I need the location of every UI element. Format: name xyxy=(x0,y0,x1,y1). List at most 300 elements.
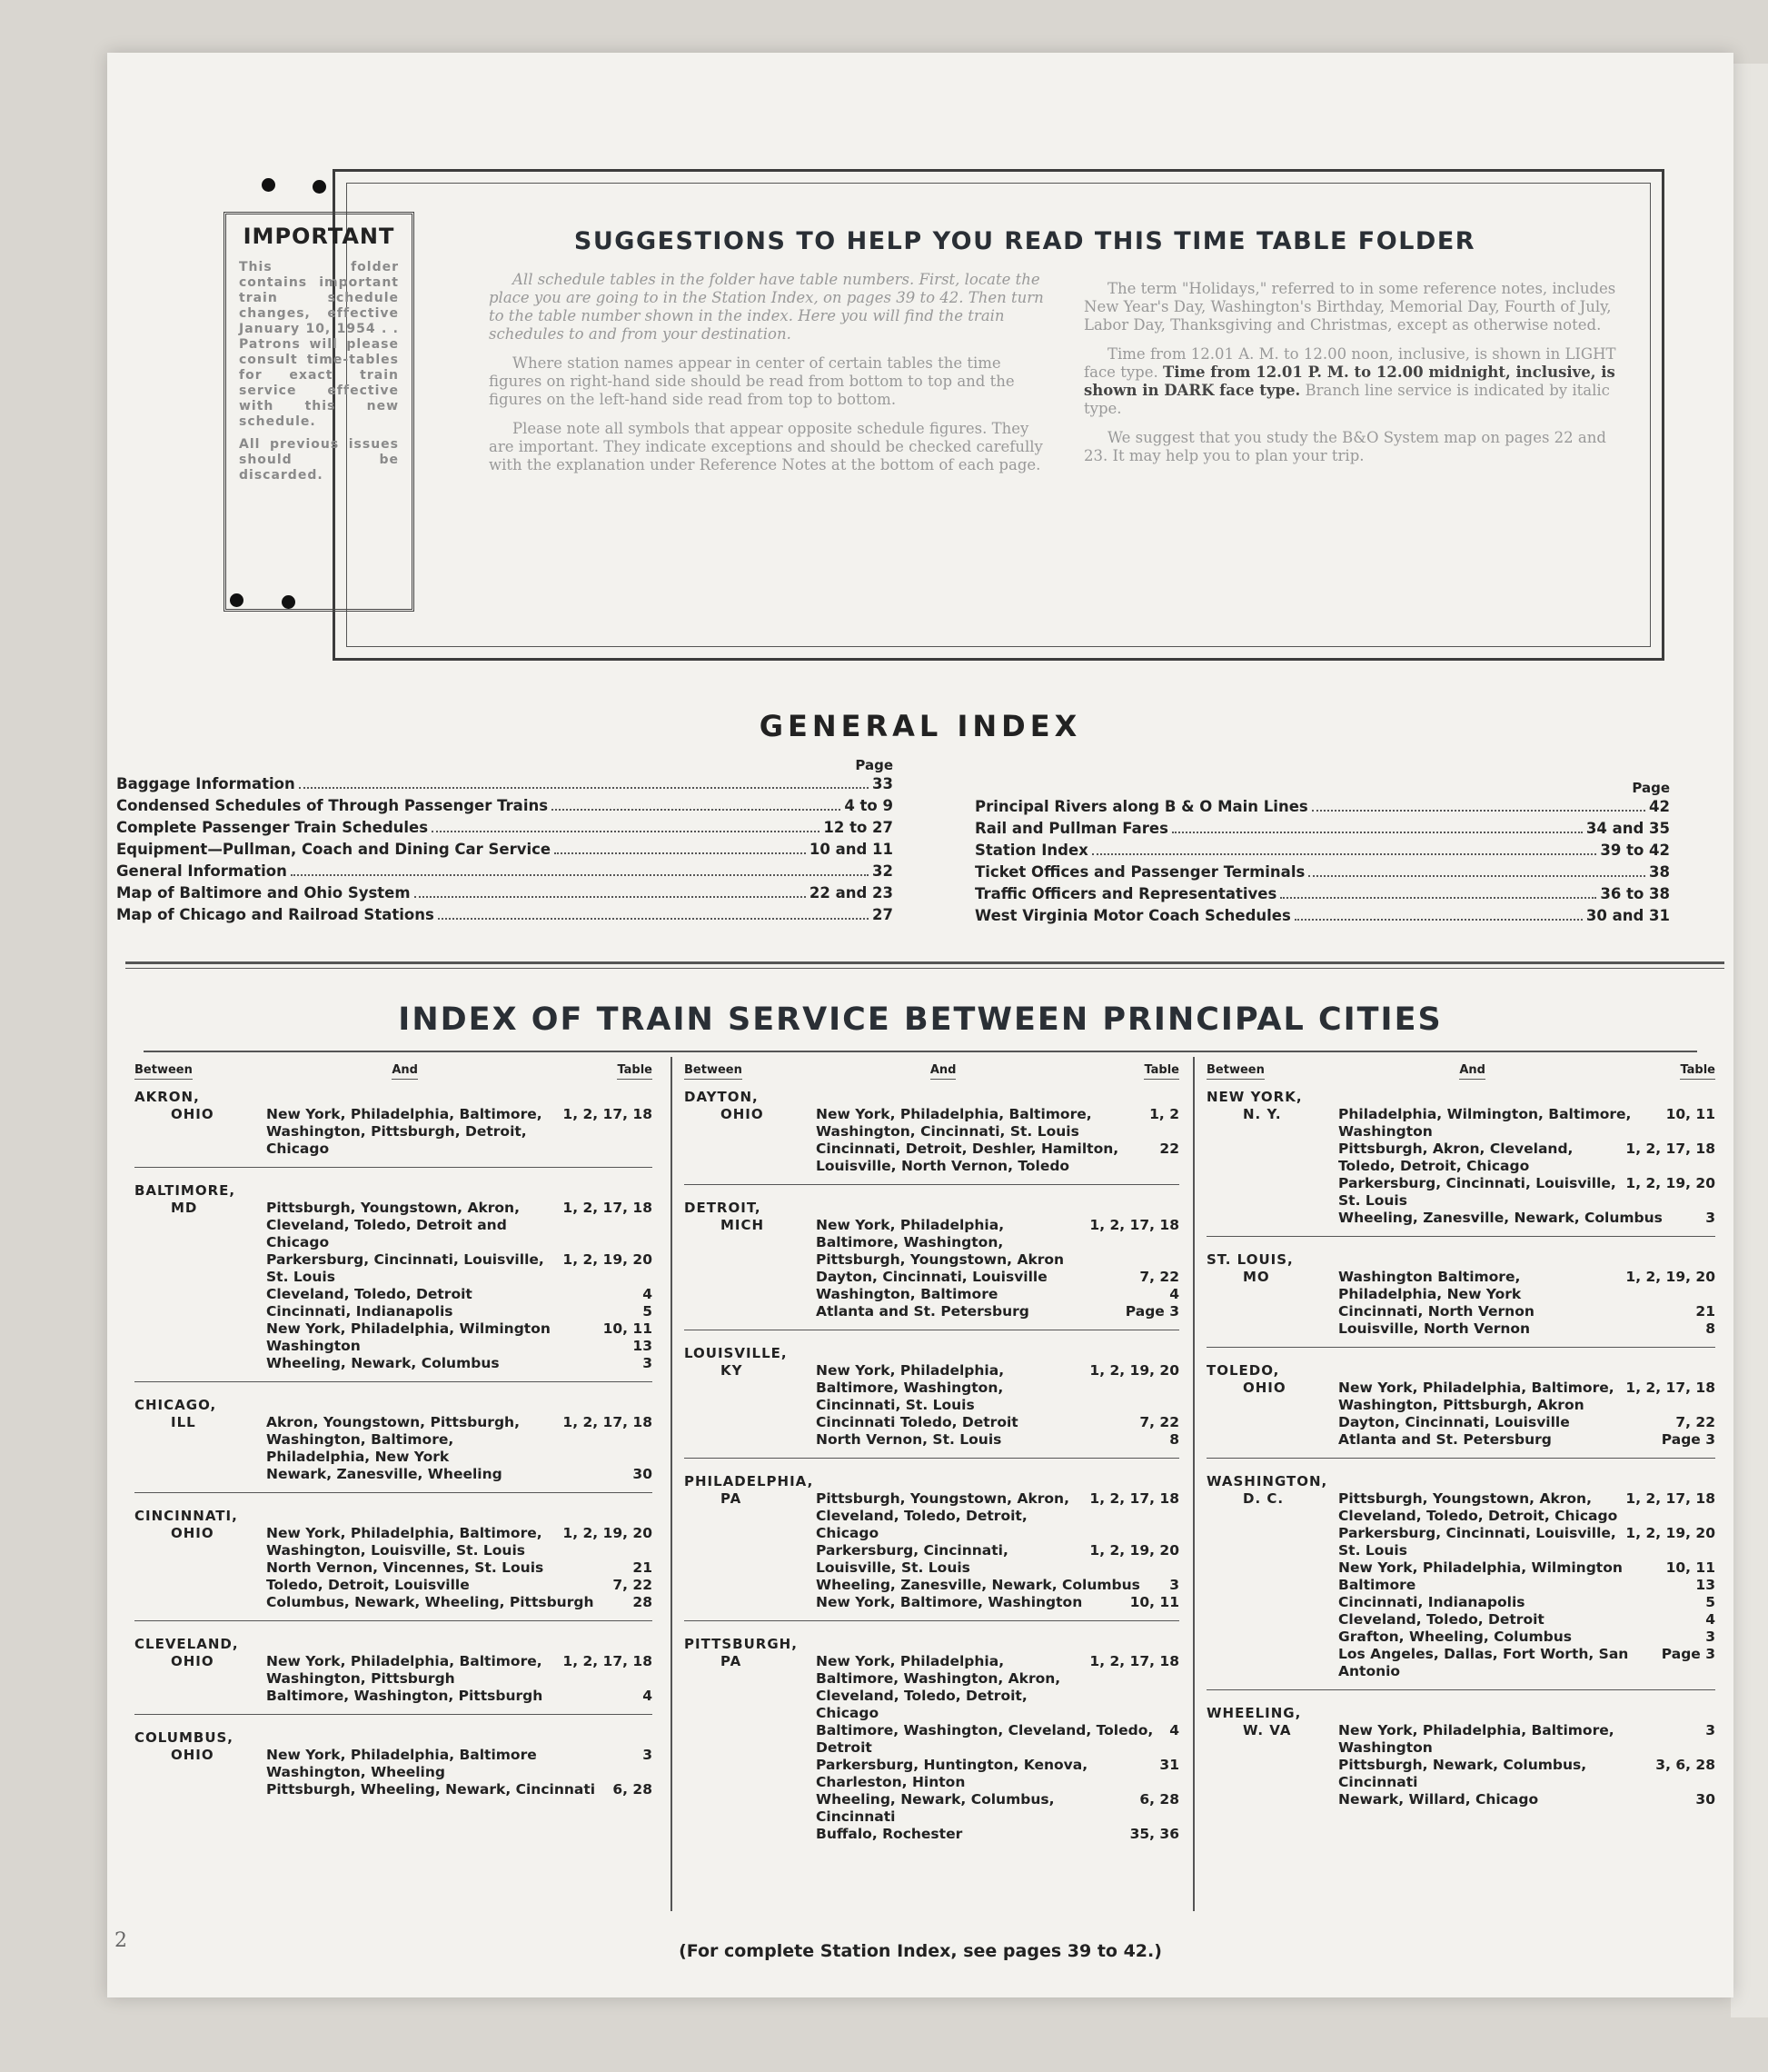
entry-label: Traffic Officers and Representatives xyxy=(975,885,1277,902)
table-number: 5 xyxy=(1705,1594,1715,1610)
destination-row xyxy=(684,1303,1179,1320)
entry-label: Station Index xyxy=(975,842,1088,859)
destination-row xyxy=(1207,1611,1715,1629)
destination-cities: North Vernon, St. Louis xyxy=(816,1431,1002,1448)
table-number: 13 xyxy=(632,1338,652,1354)
general-index-entry xyxy=(975,842,1670,863)
destination-row xyxy=(134,1355,652,1372)
table-number: 3 xyxy=(1705,1722,1715,1738)
general-index-entry xyxy=(116,906,893,928)
destination-cities: Cincinnati, Indianapolis xyxy=(1338,1594,1525,1610)
entry-page: 36 to 38 xyxy=(1600,885,1670,902)
important-text: This folder contains important train schedule changes, effective January 10, 1954 . . Patrons will please consult time-tables for exact train service effective with this new schedule. xyxy=(239,260,399,429)
city-name: BALTIMORE, xyxy=(134,1182,236,1199)
table-number: 1, 2, 19, 20 xyxy=(1625,1525,1715,1541)
city-state: MD xyxy=(171,1200,198,1216)
city-state: OHIO xyxy=(171,1106,214,1122)
destination-row xyxy=(1207,1646,1715,1680)
suggestions-left-column xyxy=(489,271,1048,485)
general-index-entry xyxy=(116,775,893,797)
destination-cities: Wheeling, Newark, Columbus, Cincinnati xyxy=(816,1791,1055,1825)
city-state: D. C. xyxy=(1243,1490,1285,1507)
table-number: 28 xyxy=(632,1594,652,1610)
city-state: KY xyxy=(720,1362,743,1379)
destination-row xyxy=(1207,1594,1715,1611)
destination-cities: New York, Philadelphia, Baltimore, Washington, Pittsburgh, Detroit, Chicago xyxy=(266,1106,542,1157)
dot-leader xyxy=(291,874,869,876)
destination-row xyxy=(134,1466,652,1483)
suggestion-paragraph: The term "Holidays," referred to in some reference notes, includes New Year's Day, Washington's Birthday, Memorial Day, Fourth of July, Labor Day, Thanksgiving and Christmas, except as otherwise noted. xyxy=(1084,280,1616,334)
general-index-entry xyxy=(116,819,893,841)
table-number: 4 xyxy=(642,1688,652,1704)
dot-leader xyxy=(1308,875,1645,877)
folder-edge xyxy=(1731,64,1768,2017)
destination-row xyxy=(684,1577,1179,1594)
destination-row xyxy=(684,1414,1179,1431)
table-number: 31 xyxy=(1159,1757,1179,1773)
destination-row xyxy=(134,1577,652,1594)
destination-cities: Pittsburgh, Akron, Cleveland, Toledo, Detroit, Chicago xyxy=(1338,1141,1574,1174)
destination-row xyxy=(1207,1577,1715,1594)
table-number: 3 xyxy=(1705,1629,1715,1645)
city-name: LOUISVILLE, xyxy=(684,1345,788,1361)
dark-type-note: Time from 12.01 P. M. to 12.00 midnight, inclusive, is shown in DARK face type. xyxy=(1084,364,1615,399)
city-name: ST. LOUIS, xyxy=(1207,1251,1294,1268)
destination-cities: Cincinnati, Indianapolis xyxy=(266,1303,453,1320)
table-number: 21 xyxy=(1695,1303,1715,1320)
city-entry xyxy=(1207,1248,1715,1348)
entry-page: 34 and 35 xyxy=(1585,820,1670,837)
entry-page: 38 xyxy=(1649,863,1670,881)
destination-row xyxy=(1207,1414,1715,1431)
dot-leader xyxy=(1312,810,1645,812)
city-name: PITTSBURGH, xyxy=(684,1636,798,1652)
destination-cities: Cincinnati Toledo, Detroit xyxy=(816,1414,1018,1430)
italic-type-note: Branch line service is indicated by italic type. xyxy=(1084,382,1610,417)
entry-label: Map of Chicago and Railroad Stations xyxy=(116,906,434,923)
table-number: 3 xyxy=(1169,1577,1179,1593)
table-number: 4 xyxy=(642,1286,652,1302)
destination-cities: New York, Philadelphia, Baltimore Washington, Wheeling xyxy=(266,1747,537,1780)
destination-cities: Baltimore, Washington, Pittsburgh xyxy=(266,1688,543,1704)
dot-leader xyxy=(1172,832,1583,833)
table-number: Page 3 xyxy=(1125,1303,1179,1320)
destination-row xyxy=(134,1286,652,1303)
general-index-entry xyxy=(975,820,1670,842)
section-divider xyxy=(144,1051,1697,1052)
general-index-entry xyxy=(116,841,893,862)
city-entry xyxy=(134,1179,652,1382)
table-number: 1, 2 xyxy=(1149,1106,1179,1122)
destination-cities: New York, Philadelphia, Baltimore, Washington xyxy=(1338,1722,1614,1756)
destination-row xyxy=(684,1594,1179,1611)
column-divider xyxy=(1193,1057,1195,1911)
section-divider xyxy=(125,968,1724,969)
station-index-note: (For complete Station Index, see pages 39 to 42.) xyxy=(679,1941,1162,1961)
column-headers xyxy=(684,1061,1179,1080)
destination-cities: Cincinnati, North Vernon xyxy=(1338,1303,1535,1320)
entry-page: 10 and 11 xyxy=(809,841,893,858)
destination-row xyxy=(1207,1525,1715,1559)
dot-leader xyxy=(1295,919,1583,921)
table-number: 1, 2, 19, 20 xyxy=(1089,1362,1179,1379)
destination-cities: Akron, Youngstown, Pittsburgh, Washington, Baltimore, Philadelphia, New York xyxy=(266,1414,520,1465)
table-number: 22 xyxy=(1159,1141,1179,1157)
city-state: OHIO xyxy=(720,1106,764,1122)
city-entry xyxy=(684,1196,1179,1330)
table-number: 10, 11 xyxy=(1129,1594,1179,1610)
section-divider xyxy=(125,961,1724,964)
destination-list xyxy=(684,1362,1179,1449)
city-state: N. Y. xyxy=(1243,1106,1282,1122)
destination-cities: Pittsburgh, Youngstown, Akron, Cleveland, Toledo, Detroit, Chicago xyxy=(1338,1490,1618,1524)
table-number: 1, 2, 17, 18 xyxy=(1625,1141,1715,1157)
destination-row xyxy=(134,1414,652,1466)
city-state: W. VA xyxy=(1243,1722,1292,1738)
table-number: 3 xyxy=(642,1355,652,1371)
destination-list xyxy=(684,1653,1179,1843)
table-number: 10, 11 xyxy=(602,1320,652,1337)
destination-cities: Parkersburg, Cincinnati, Louisville, St. Louis xyxy=(1338,1525,1616,1559)
column-headers xyxy=(1207,1061,1715,1080)
city-entry xyxy=(684,1632,1179,1852)
important-notice xyxy=(223,212,414,612)
destination-row xyxy=(134,1251,652,1286)
header-between: Between xyxy=(134,1061,193,1080)
destination-cities: New York, Philadelphia, Baltimore, Washington, Cincinnati, St. Louis xyxy=(816,1362,1005,1413)
city-name: PHILADELPHIA, xyxy=(684,1473,814,1489)
destination-row xyxy=(684,1490,1179,1542)
destination-row xyxy=(1207,1141,1715,1175)
table-number: 3 xyxy=(642,1747,652,1763)
city-entry xyxy=(1207,1359,1715,1459)
destination-list xyxy=(1207,1269,1715,1338)
city-name: WHEELING, xyxy=(1207,1705,1302,1721)
header-table: Table xyxy=(1144,1061,1179,1080)
destination-cities: Atlanta and St. Petersburg xyxy=(1338,1431,1552,1448)
important-title: IMPORTANT xyxy=(243,224,395,249)
general-index-entry xyxy=(116,797,893,819)
destination-cities: New York, Philadelphia, Baltimore, Washington, Akron, Cleveland, Toledo, Detroit, Chicago xyxy=(816,1653,1061,1721)
city-name: CINCINNATI, xyxy=(134,1508,238,1524)
city-entry xyxy=(134,1393,652,1493)
timetable-page xyxy=(107,53,1733,1997)
city-name: COLUMBUS, xyxy=(134,1729,234,1746)
entry-label: General Information xyxy=(116,862,287,880)
entry-page: 42 xyxy=(1649,798,1670,815)
suggestion-paragraph xyxy=(1084,345,1634,418)
entry-label: Complete Passenger Train Schedules xyxy=(116,819,429,836)
destination-row xyxy=(684,1791,1179,1826)
dot-leader xyxy=(432,831,819,832)
entry-label: Map of Baltimore and Ohio System xyxy=(116,884,411,902)
entry-page: 33 xyxy=(872,775,893,792)
destination-cities: Parkersburg, Cincinnati, Louisville, St. Louis xyxy=(266,1251,544,1285)
destination-row xyxy=(1207,1106,1715,1141)
destination-row xyxy=(684,1269,1179,1286)
destination-row xyxy=(684,1757,1179,1791)
suggestions-title: SUGGESTIONS TO HELP YOU READ THIS TIME TABLE FOLDER xyxy=(573,227,1476,255)
table-number: 1, 2, 17, 18 xyxy=(1625,1380,1715,1396)
entry-page: 22 and 23 xyxy=(809,884,893,902)
table-number: 4 xyxy=(1169,1286,1179,1302)
table-number: 1, 2, 17, 18 xyxy=(1089,1653,1179,1669)
destination-cities: Newark, Zanesville, Wheeling xyxy=(266,1466,502,1482)
destination-row xyxy=(1207,1210,1715,1227)
bullet-dot xyxy=(262,178,275,192)
destination-row xyxy=(1207,1757,1715,1791)
general-index-entry xyxy=(116,862,893,884)
table-number: 30 xyxy=(1695,1791,1715,1808)
table-number: 4 xyxy=(1169,1722,1179,1738)
destination-cities: Washington Baltimore, Philadelphia, New York xyxy=(1338,1269,1522,1302)
suggestions-right-column xyxy=(1084,280,1634,476)
city-state: OHIO xyxy=(171,1525,214,1541)
destination-row xyxy=(134,1559,652,1577)
city-entry xyxy=(134,1085,652,1168)
header-table: Table xyxy=(617,1061,652,1080)
city-entry xyxy=(684,1469,1179,1621)
city-name: TOLEDO, xyxy=(1207,1362,1280,1379)
city-state: OHIO xyxy=(171,1653,214,1669)
city-entry xyxy=(684,1341,1179,1459)
table-number: 6, 28 xyxy=(1139,1791,1179,1808)
column-headers xyxy=(134,1061,652,1080)
city-state: OHIO xyxy=(171,1747,214,1763)
column-divider xyxy=(670,1057,672,1911)
table-number: 3 xyxy=(1705,1210,1715,1226)
destination-list xyxy=(134,1200,652,1372)
entry-label: Rail and Pullman Fares xyxy=(975,820,1168,837)
bullet-dot xyxy=(313,180,326,194)
table-number: 1, 2, 19, 20 xyxy=(562,1251,652,1268)
general-index-right xyxy=(975,780,1670,929)
header-between: Between xyxy=(684,1061,742,1080)
entry-page: 30 and 31 xyxy=(1585,907,1670,924)
train-service-index-title: INDEX OF TRAIN SERVICE BETWEEN PRINCIPAL CITIES xyxy=(398,1001,1443,1038)
destination-cities: Parkersburg, Huntington, Kenova, Charleston, Hinton xyxy=(816,1757,1088,1790)
table-number: 6, 28 xyxy=(612,1781,652,1798)
destination-row xyxy=(1207,1431,1715,1449)
general-index-entry xyxy=(975,885,1670,907)
page-number: 2 xyxy=(114,1929,127,1952)
city-entry xyxy=(684,1085,1179,1185)
destination-cities: Grafton, Wheeling, Columbus xyxy=(1338,1629,1573,1645)
dot-leader xyxy=(414,896,806,898)
train-index-column-1 xyxy=(134,1061,652,1818)
general-index-entry xyxy=(975,798,1670,820)
city-name: NEW YORK, xyxy=(1207,1089,1303,1105)
header-and: And xyxy=(930,1061,957,1080)
dot-leader xyxy=(551,809,840,811)
city-name: WASHINGTON, xyxy=(1207,1473,1328,1489)
destination-row xyxy=(134,1594,652,1611)
entry-page: 12 to 27 xyxy=(823,819,893,836)
table-number: 8 xyxy=(1705,1320,1715,1337)
table-number: 4 xyxy=(1705,1611,1715,1628)
table-number: 7, 22 xyxy=(1139,1414,1179,1430)
destination-cities: Pittsburgh, Newark, Columbus, Cincinnati xyxy=(1338,1757,1587,1790)
city-state: PA xyxy=(720,1490,742,1507)
table-number: 1, 2, 17, 18 xyxy=(562,1200,652,1216)
destination-row xyxy=(1207,1320,1715,1338)
table-number: 1, 2, 19, 20 xyxy=(562,1525,652,1541)
destination-cities: Pittsburgh, Youngstown, Akron, Cleveland, Toledo, Detroit, Chicago xyxy=(816,1490,1069,1541)
destination-row xyxy=(684,1722,1179,1757)
suggestion-paragraph: We suggest that you study the B&O System map on pages 22 and 23. It may help you to plan your trip. xyxy=(1084,429,1606,464)
city-state: MICH xyxy=(720,1217,765,1233)
table-number: 5 xyxy=(642,1303,652,1320)
destination-cities: Baltimore xyxy=(1338,1577,1416,1593)
destination-cities: Philadelphia, Wilmington, Baltimore, Washington xyxy=(1338,1106,1632,1140)
destination-list xyxy=(684,1490,1179,1611)
destination-row xyxy=(134,1338,652,1355)
suggestion-paragraph: Where station names appear in center of certain tables the time figures on right-hand side should be read from bottom to top and the figures on the left-hand side read from top to bottom. xyxy=(489,354,1015,408)
city-entry xyxy=(1207,1701,1715,1818)
destination-cities: Baltimore, Washington, Cleveland, Toledo, Detroit xyxy=(816,1722,1154,1756)
city-name: DAYTON, xyxy=(684,1089,759,1105)
destination-row xyxy=(134,1320,652,1338)
city-entry xyxy=(134,1504,652,1621)
entry-label: Baggage Information xyxy=(116,775,295,792)
page-column-header: Page xyxy=(855,757,893,773)
destination-row xyxy=(684,1653,1179,1722)
destination-cities: New York, Philadelphia, Wilmington xyxy=(266,1320,551,1337)
light-type-note: Time from 12.01 A. M. to 12.00 noon, inclusive, is shown in LIGHT face type. xyxy=(1084,345,1616,381)
table-number: 1, 2, 17, 18 xyxy=(562,1106,652,1122)
destination-cities: Newark, Willard, Chicago xyxy=(1338,1791,1539,1808)
entry-page: 39 to 42 xyxy=(1600,842,1670,859)
table-number: 7, 22 xyxy=(1139,1269,1179,1285)
table-number: 1, 2, 17, 18 xyxy=(1625,1490,1715,1507)
table-number: 7, 22 xyxy=(612,1577,652,1593)
destination-row xyxy=(134,1781,652,1798)
dot-leader xyxy=(299,787,869,789)
entry-label: Equipment—Pullman, Coach and Dining Car Service xyxy=(116,841,551,858)
header-between: Between xyxy=(1207,1061,1265,1080)
destination-row xyxy=(684,1362,1179,1414)
city-state: PA xyxy=(720,1653,742,1669)
destination-row xyxy=(134,1303,652,1320)
general-index-entry xyxy=(975,863,1670,885)
header-table: Table xyxy=(1680,1061,1715,1080)
destination-cities: Wheeling, Zanesville, Newark, Columbus xyxy=(816,1577,1140,1593)
table-number: 1, 2, 19, 20 xyxy=(1089,1542,1179,1559)
table-number: 13 xyxy=(1695,1577,1715,1593)
destination-cities: New York, Philadelphia, Wilmington xyxy=(1338,1559,1623,1576)
general-index-left xyxy=(116,757,893,928)
city-entry xyxy=(134,1726,652,1808)
destination-cities: Toledo, Detroit, Louisville xyxy=(266,1577,470,1593)
table-number: 35, 36 xyxy=(1129,1826,1179,1842)
destination-cities: North Vernon, Vincennes, St. Louis xyxy=(266,1559,544,1576)
dot-leader xyxy=(1092,853,1597,855)
destination-row xyxy=(684,1141,1179,1175)
table-number: 1, 2, 17, 18 xyxy=(1089,1217,1179,1233)
destination-cities: Buffalo, Rochester xyxy=(816,1826,963,1842)
destination-list xyxy=(134,1414,652,1483)
header-and: And xyxy=(1459,1061,1485,1080)
suggestion-paragraph: Please note all symbols that appear opposite schedule figures. They are important. They indicate exceptions and should be checked carefully with the explanation under Reference Notes at the bottom of each page. xyxy=(489,420,1043,473)
general-index-entry xyxy=(975,907,1670,929)
dot-leader xyxy=(438,918,869,920)
table-number: 1, 2, 19, 20 xyxy=(1625,1269,1715,1285)
destination-cities: New York, Philadelphia, Baltimore, Washington, Pittsburgh, Akron xyxy=(1338,1380,1614,1413)
destination-row xyxy=(1207,1269,1715,1303)
destination-cities: Wheeling, Zanesville, Newark, Columbus xyxy=(1338,1210,1663,1226)
general-index-entry xyxy=(116,884,893,906)
table-number: 1, 2, 17, 18 xyxy=(562,1653,652,1669)
destination-row xyxy=(684,1286,1179,1303)
city-name: CHICAGO, xyxy=(134,1397,217,1413)
entry-label: Ticket Offices and Passenger Terminals xyxy=(975,863,1306,881)
table-number: 1, 2, 19, 20 xyxy=(1625,1175,1715,1191)
entry-label: Condensed Schedules of Through Passenger Trains xyxy=(116,797,549,814)
header-and: And xyxy=(392,1061,418,1080)
destination-cities: Wheeling, Newark, Columbus xyxy=(266,1355,500,1371)
table-number: 21 xyxy=(632,1559,652,1576)
destination-cities: Cleveland, Toledo, Detroit xyxy=(1338,1611,1545,1628)
dot-leader xyxy=(554,852,806,854)
city-state: MO xyxy=(1243,1269,1270,1285)
destination-cities: Cincinnati, Detroit, Deshler, Hamilton, Louisville, North Vernon, Toledo xyxy=(816,1141,1119,1174)
destination-cities: Los Angeles, Dallas, Fort Worth, San Antonio xyxy=(1338,1646,1629,1679)
city-entry xyxy=(1207,1085,1715,1237)
general-index-title: GENERAL INDEX xyxy=(759,709,1082,743)
destination-cities: Dayton, Cincinnati, Louisville xyxy=(816,1269,1048,1285)
destination-cities: Parkersburg, Cincinnati, Louisville, St. Louis xyxy=(1338,1175,1616,1209)
destination-list xyxy=(1207,1490,1715,1680)
train-index-column-3 xyxy=(1207,1061,1715,1828)
train-index-column-2 xyxy=(684,1061,1179,1863)
table-number: 7, 22 xyxy=(1675,1414,1715,1430)
important-text-2: All previous issues should be discarded. xyxy=(239,437,399,483)
table-number: Page 3 xyxy=(1661,1431,1715,1448)
table-number: 1, 2, 17, 18 xyxy=(1089,1490,1179,1507)
city-name: DETROIT, xyxy=(684,1200,761,1216)
table-number: 3, 6, 28 xyxy=(1655,1757,1715,1773)
destination-row xyxy=(1207,1791,1715,1808)
table-number: 10, 11 xyxy=(1665,1106,1715,1122)
entry-page: 27 xyxy=(872,906,893,923)
destination-cities: Washington xyxy=(266,1338,361,1354)
table-number: 1, 2, 17, 18 xyxy=(562,1414,652,1430)
destination-list xyxy=(1207,1106,1715,1227)
destination-cities: Columbus, Newark, Wheeling, Pittsburgh xyxy=(266,1594,594,1610)
page-column-header: Page xyxy=(1632,780,1670,796)
table-number: Page 3 xyxy=(1661,1646,1715,1662)
entry-label: West Virginia Motor Coach Schedules xyxy=(975,907,1291,924)
destination-cities: Cleveland, Toledo, Detroit xyxy=(266,1286,472,1302)
destination-cities: New York, Philadelphia, Baltimore, Washington, Louisville, St. Louis xyxy=(266,1525,542,1559)
city-entry xyxy=(1207,1469,1715,1690)
city-state: OHIO xyxy=(1243,1380,1286,1396)
destination-row xyxy=(1207,1175,1715,1210)
city-name: CLEVELAND, xyxy=(134,1636,239,1652)
destination-cities: Pittsburgh, Wheeling, Newark, Cincinnati xyxy=(266,1781,596,1798)
destination-row xyxy=(134,1688,652,1705)
destination-cities: New York, Baltimore, Washington xyxy=(816,1594,1083,1610)
destination-row xyxy=(1207,1303,1715,1320)
destination-cities: Louisville, North Vernon xyxy=(1338,1320,1531,1337)
destination-cities: Washington, Baltimore xyxy=(816,1286,998,1302)
destination-row xyxy=(684,1542,1179,1577)
dot-leader xyxy=(1280,897,1596,899)
entry-label: Principal Rivers along B & O Main Lines xyxy=(975,798,1308,815)
table-number: 10, 11 xyxy=(1665,1559,1715,1576)
destination-cities: New York, Philadelphia, Baltimore, Washington, Pittsburgh xyxy=(266,1653,542,1687)
destination-row xyxy=(1207,1629,1715,1646)
